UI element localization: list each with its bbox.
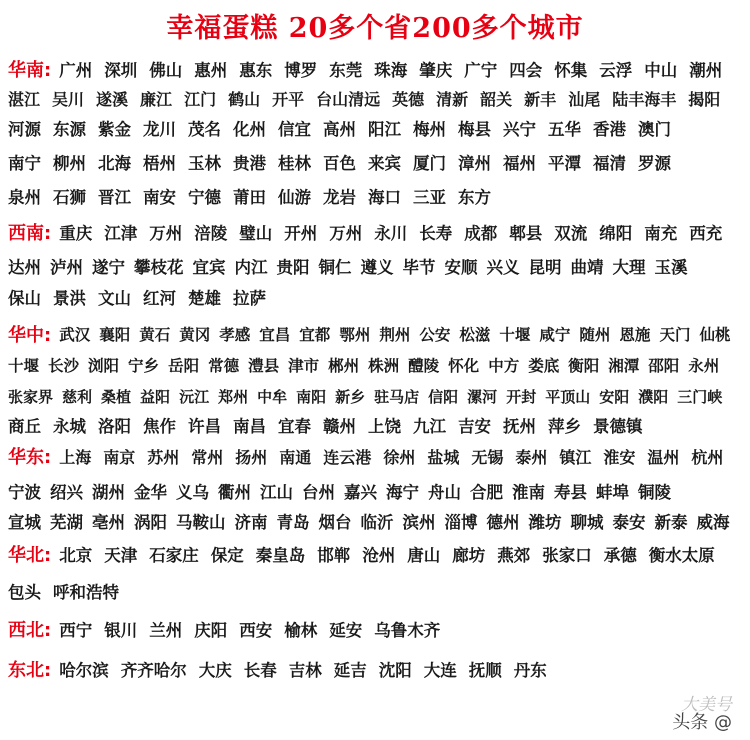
- city-name: 贵阳: [276, 258, 310, 277]
- region-line: [8, 412, 655, 438]
- city-name: 河源: [8, 120, 41, 139]
- city-name: 北京: [59, 546, 93, 565]
- city-name: 保山: [8, 289, 41, 308]
- city-name: 嘉兴: [344, 483, 377, 502]
- city-name: 玉溪: [654, 258, 688, 277]
- region-label: 华南:: [8, 60, 52, 81]
- city-name: 邯郸: [317, 546, 351, 565]
- city-name: 邵阳: [648, 357, 680, 375]
- region-line: [8, 85, 732, 111]
- city-name: 天津: [104, 546, 138, 565]
- city-name: 浏阳: [88, 357, 120, 375]
- city-name: 珠海: [374, 61, 408, 80]
- city-name: 西宁: [59, 621, 93, 640]
- region-line: [8, 656, 559, 682]
- city-name: 大理: [612, 258, 646, 277]
- city-name: 无锡: [471, 447, 504, 467]
- city-name: 荆州: [379, 326, 411, 344]
- city-name: 广宁: [464, 61, 498, 80]
- city-name: 梅县: [458, 120, 491, 139]
- city-name: 清新: [436, 89, 469, 109]
- city-name: 双流: [554, 224, 588, 243]
- city-name: 合肥: [470, 483, 503, 502]
- region-line: [8, 183, 503, 209]
- city-name: 烟台: [318, 513, 352, 532]
- city-name: 云浮: [599, 61, 633, 80]
- city-name: 聊城: [570, 513, 604, 532]
- city-name: 杭州: [691, 447, 724, 467]
- city-name: 庆阳: [194, 621, 228, 640]
- city-name: 濮阳: [638, 387, 669, 406]
- city-name: 娄底: [528, 357, 560, 375]
- city-name: 安顺: [444, 258, 478, 277]
- city-name: 汕尾: [568, 89, 601, 109]
- region-label: 东北:: [8, 660, 52, 681]
- city-name: 亳州: [92, 513, 125, 532]
- city-name: 绍兴: [50, 483, 83, 502]
- city-name: 江山: [260, 483, 293, 502]
- city-name: 西充: [689, 224, 723, 243]
- city-name: 澳门: [638, 120, 671, 139]
- city-name: 五华: [548, 120, 581, 139]
- city-name: 博罗: [284, 61, 318, 80]
- city-name: 开封: [506, 387, 537, 406]
- city-name: 福州: [503, 154, 536, 173]
- region-line: [8, 321, 739, 347]
- city-name: 安阳: [599, 387, 630, 406]
- city-name: 九江: [413, 417, 446, 436]
- city-name: 衢州: [218, 483, 251, 502]
- city-name: 齐齐哈尔: [120, 661, 187, 680]
- city-name: 黄石: [139, 326, 171, 344]
- city-name: 秦皇岛: [255, 546, 306, 565]
- city-name: 南充: [644, 224, 678, 243]
- city-name: 湘潭: [608, 357, 640, 375]
- city-name: 平潭: [548, 154, 581, 173]
- city-name: 永州: [688, 357, 720, 375]
- city-name: 临沂: [360, 513, 394, 532]
- city-name: 南安: [143, 188, 176, 207]
- city-name: 陆丰海丰: [612, 89, 677, 109]
- city-name: 徐州: [383, 447, 416, 467]
- city-name: 泰安: [612, 513, 646, 532]
- city-name: 随州: [579, 326, 611, 344]
- city-name: 宜都: [299, 326, 331, 344]
- city-name: 温州: [647, 447, 680, 467]
- city-name: 北海: [98, 154, 131, 173]
- region-line: [8, 56, 734, 82]
- city-name: 南阳: [296, 387, 327, 406]
- city-name: 延吉: [333, 661, 367, 680]
- city-name: 芜湖: [50, 513, 83, 532]
- region-line: [8, 352, 728, 378]
- city-name: 南京: [103, 447, 136, 467]
- city-name: 上海: [59, 447, 92, 467]
- city-name: 张家口: [542, 546, 592, 565]
- city-name: 罗源: [638, 154, 671, 173]
- region-line: [8, 541, 727, 567]
- city-name: 仙游: [278, 188, 311, 207]
- city-name: 许昌: [188, 417, 221, 436]
- region-label: 华北:: [8, 545, 52, 566]
- city-name: 江门: [184, 89, 217, 109]
- city-name: 常德: [208, 357, 240, 375]
- city-name: 中山: [644, 61, 678, 80]
- city-name: 桑植: [101, 387, 132, 406]
- city-name: 丹东: [513, 661, 547, 680]
- city-name: 高州: [323, 120, 356, 139]
- city-name: 连云港: [323, 447, 372, 467]
- region-line: [8, 284, 278, 310]
- city-name: 蚌埠: [596, 483, 629, 502]
- city-name: 梧州: [143, 154, 176, 173]
- city-name: 淮安: [603, 447, 636, 467]
- city-name: 镇江: [559, 447, 592, 467]
- city-name: 长寿: [419, 224, 453, 243]
- city-name: 厦门: [413, 154, 446, 173]
- city-name: 盐城: [427, 447, 460, 467]
- city-name: 涡阳: [134, 513, 167, 532]
- city-name: 吉林: [288, 661, 322, 680]
- city-name: 长沙: [48, 357, 80, 375]
- city-name: 湛江: [8, 89, 41, 109]
- city-name: 十堰: [499, 326, 531, 344]
- city-name: 沈阳: [378, 661, 412, 680]
- city-name: 海口: [368, 188, 401, 207]
- city-name: 仙桃: [699, 326, 731, 344]
- city-name: 潍坊: [528, 513, 562, 532]
- city-name: 东莞: [329, 61, 363, 80]
- city-name: 咸宁: [539, 326, 571, 344]
- city-name: 景洪: [53, 289, 86, 308]
- city-name: 文山: [98, 289, 131, 308]
- city-name: 上饶: [368, 417, 401, 436]
- city-name: 遂宁: [92, 258, 125, 277]
- city-name: 曲靖: [570, 258, 604, 277]
- city-name: 楚雄: [188, 289, 221, 308]
- city-name: 漯河: [467, 387, 498, 406]
- city-name: 毕节: [402, 258, 436, 277]
- city-name: 驻马店: [374, 387, 420, 406]
- city-name: 梅州: [413, 120, 446, 139]
- city-name: 沅江: [179, 387, 210, 406]
- city-name: 茂名: [188, 120, 221, 139]
- city-name: 三门峡: [677, 387, 723, 406]
- city-name: 来宾: [368, 154, 401, 173]
- city-name: 包头: [8, 583, 41, 602]
- city-name: 西安: [239, 621, 273, 640]
- city-name: 宜春: [278, 417, 311, 436]
- city-name: 中方: [488, 357, 520, 375]
- city-name: 威海: [696, 513, 730, 532]
- city-name: 承德: [603, 546, 637, 565]
- city-name: 深圳: [104, 61, 138, 80]
- region-line: [8, 253, 697, 279]
- city-name: 济南: [234, 513, 268, 532]
- city-name: 贵港: [233, 154, 266, 173]
- region-line: [8, 115, 683, 141]
- city-name: 揭阳: [688, 89, 721, 109]
- city-name: 紫金: [98, 120, 131, 139]
- city-name: 泰州: [515, 447, 548, 467]
- city-name: 龙岩: [323, 188, 356, 207]
- region-line: [8, 478, 680, 504]
- city-name: 孝感: [219, 326, 251, 344]
- city-name: 扬州: [235, 447, 268, 467]
- city-name: 铜陵: [638, 483, 671, 502]
- city-name: 襄阳: [99, 326, 131, 344]
- city-name: 惠州: [194, 61, 228, 80]
- city-name: 宜宾: [192, 258, 226, 277]
- city-name: 津市: [288, 357, 320, 375]
- city-name: 肇庆: [419, 61, 453, 80]
- city-name: 信阳: [428, 387, 459, 406]
- city-name: 醴陵: [408, 357, 440, 375]
- city-name: 银川: [104, 621, 138, 640]
- city-name: 新乡: [335, 387, 366, 406]
- region-label: 西南:: [8, 223, 52, 244]
- city-name: 马鞍山: [176, 513, 226, 532]
- city-name: 湖州: [92, 483, 125, 502]
- city-name: 遵义: [360, 258, 394, 277]
- city-name: 广州: [59, 61, 93, 80]
- city-name: 四会: [509, 61, 543, 80]
- city-name: 公安: [419, 326, 451, 344]
- city-name: 桂林: [278, 154, 311, 173]
- city-name: 大庆: [198, 661, 232, 680]
- city-name: 宁乡: [128, 357, 160, 375]
- city-name: 福清: [593, 154, 626, 173]
- city-name: 拉萨: [233, 289, 266, 308]
- region-label: 西北:: [8, 620, 52, 641]
- city-name: 商丘: [8, 417, 41, 436]
- city-name: 天门: [659, 326, 691, 344]
- city-name: 阳江: [368, 120, 401, 139]
- city-name: 长春: [243, 661, 277, 680]
- watermark-text: 头条 @: [672, 712, 732, 733]
- city-name: 鄂州: [339, 326, 371, 344]
- city-name: 赣州: [323, 417, 356, 436]
- city-name: 江津: [104, 224, 138, 243]
- city-name: 怀化: [448, 357, 480, 375]
- city-name: 大连: [423, 661, 457, 680]
- city-name: 铜仁: [318, 258, 352, 277]
- city-name: 英德: [392, 89, 425, 109]
- city-name: 开州: [284, 224, 318, 243]
- city-name: 抚州: [503, 417, 536, 436]
- city-name: 淮南: [512, 483, 545, 502]
- city-name: 新丰: [524, 89, 557, 109]
- city-name: 淄博: [444, 513, 478, 532]
- city-name: 吴川: [52, 89, 85, 109]
- city-name: 德州: [486, 513, 520, 532]
- page-title: 幸福蛋糕 20多个省200多个城市: [166, 13, 584, 44]
- city-name: 晋江: [98, 188, 131, 207]
- city-name: 十堰: [8, 357, 40, 375]
- region-line: [8, 443, 735, 469]
- city-name: 信宜: [278, 120, 311, 139]
- city-name: 吉安: [458, 417, 491, 436]
- city-name: 三亚: [413, 188, 446, 207]
- city-name: 郴州: [328, 357, 360, 375]
- city-name: 万州: [149, 224, 183, 243]
- city-name: 苏州: [147, 447, 180, 467]
- city-name: 郫县: [509, 224, 543, 243]
- city-name: 武汉: [59, 326, 91, 344]
- city-name: 莆田: [233, 188, 266, 207]
- city-name: 万州: [329, 224, 363, 243]
- city-name: 株洲: [368, 357, 400, 375]
- city-name: 南宁: [8, 154, 41, 173]
- city-name: 景德镇: [593, 417, 643, 436]
- region-line: [8, 578, 131, 604]
- city-name: 衡阳: [568, 357, 600, 375]
- city-name: 百色: [323, 154, 356, 173]
- city-name: 平顶山: [545, 387, 591, 406]
- city-name: 兴宁: [503, 120, 536, 139]
- city-name: 岳阳: [168, 357, 200, 375]
- city-name: 惠东: [239, 61, 273, 80]
- city-name: 常州: [191, 447, 224, 467]
- city-name: 达州: [8, 258, 41, 277]
- city-name: 重庆: [59, 224, 93, 243]
- city-name: 益阳: [140, 387, 171, 406]
- city-name: 鹤山: [228, 89, 261, 109]
- city-name: 焦作: [143, 417, 176, 436]
- city-name: 怀集: [554, 61, 588, 80]
- city-name: 慈利: [62, 387, 93, 406]
- city-name: 红河: [143, 289, 176, 308]
- city-name: 金华: [134, 483, 167, 502]
- city-name: 遂溪: [96, 89, 129, 109]
- city-name: 张家界: [8, 387, 54, 406]
- city-name: 松滋: [459, 326, 491, 344]
- city-name: 佛山: [149, 61, 183, 80]
- city-name: 攀枝花: [134, 258, 184, 277]
- city-name: 澧县: [248, 357, 280, 375]
- city-name: 宣城: [8, 513, 41, 532]
- city-name: 南通: [279, 447, 312, 467]
- region-line: [8, 383, 731, 409]
- city-name: 潮州: [689, 61, 723, 80]
- city-name: 宁德: [188, 188, 221, 207]
- city-name: 义乌: [176, 483, 209, 502]
- city-name: 郑州: [218, 387, 249, 406]
- city-name: 漳州: [458, 154, 491, 173]
- city-name: 舟山: [428, 483, 461, 502]
- region-line: [8, 616, 452, 642]
- city-name: 化州: [233, 120, 266, 139]
- city-name: 内江: [234, 258, 268, 277]
- city-name: 廉江: [140, 89, 173, 109]
- city-name: 青岛: [276, 513, 310, 532]
- city-name: 泸州: [50, 258, 83, 277]
- city-name: 延安: [329, 621, 363, 640]
- city-name: 南昌: [233, 417, 266, 436]
- city-name: 滨州: [402, 513, 436, 532]
- city-name: 寿县: [554, 483, 587, 502]
- region-line: [8, 219, 734, 245]
- region-line: [8, 149, 683, 175]
- city-name: 宁波: [8, 483, 41, 502]
- city-name: 廊坊: [452, 546, 486, 565]
- city-name: 萍乡: [548, 417, 581, 436]
- city-name: 海宁: [386, 483, 419, 502]
- city-name: 新泰: [654, 513, 688, 532]
- city-name: 璧山: [239, 224, 273, 243]
- city-name: 乌鲁木齐: [374, 621, 441, 640]
- city-name: 保定: [210, 546, 244, 565]
- city-name: 韶关: [480, 89, 513, 109]
- city-name: 东源: [53, 120, 86, 139]
- city-name: 榆林: [284, 621, 318, 640]
- city-name: 台州: [302, 483, 335, 502]
- city-name: 哈尔滨: [59, 661, 109, 680]
- city-name: 宜昌: [259, 326, 291, 344]
- city-name: 燕郊: [497, 546, 531, 565]
- city-name: 永城: [53, 417, 86, 436]
- city-name: 中牟: [257, 387, 288, 406]
- city-name: 东方: [458, 188, 491, 207]
- city-name: 开平: [272, 89, 305, 109]
- watermark-seal: 大美号: [681, 695, 732, 715]
- city-name: 绵阳: [599, 224, 633, 243]
- city-name: 唐山: [407, 546, 441, 565]
- city-name: 昆明: [528, 258, 562, 277]
- city-name: 玉林: [188, 154, 221, 173]
- city-name: 永川: [374, 224, 408, 243]
- city-name: 成都: [464, 224, 498, 243]
- city-name: 柳州: [53, 154, 86, 173]
- region-label: 华中:: [8, 325, 52, 346]
- city-name: 石狮: [53, 188, 86, 207]
- region-label: 华东:: [8, 447, 52, 468]
- city-name: 抚顺: [468, 661, 502, 680]
- watermark: [672, 695, 732, 738]
- city-name: 兰州: [149, 621, 183, 640]
- city-name: 呼和浩特: [53, 583, 119, 602]
- city-name: 兴义: [486, 258, 520, 277]
- city-name: 石家庄: [149, 546, 199, 565]
- city-name: 香港: [593, 120, 626, 139]
- city-name: 台山清远: [316, 89, 381, 109]
- city-name: 衡水太原: [648, 546, 715, 565]
- city-name: 泉州: [8, 188, 41, 207]
- region-line: [8, 508, 739, 534]
- city-name: 恩施: [619, 326, 651, 344]
- city-name: 涪陵: [194, 224, 228, 243]
- city-name: 黄冈: [179, 326, 211, 344]
- city-name: 沧州: [362, 546, 396, 565]
- city-name: 洛阳: [98, 417, 131, 436]
- city-name: 龙川: [143, 120, 176, 139]
